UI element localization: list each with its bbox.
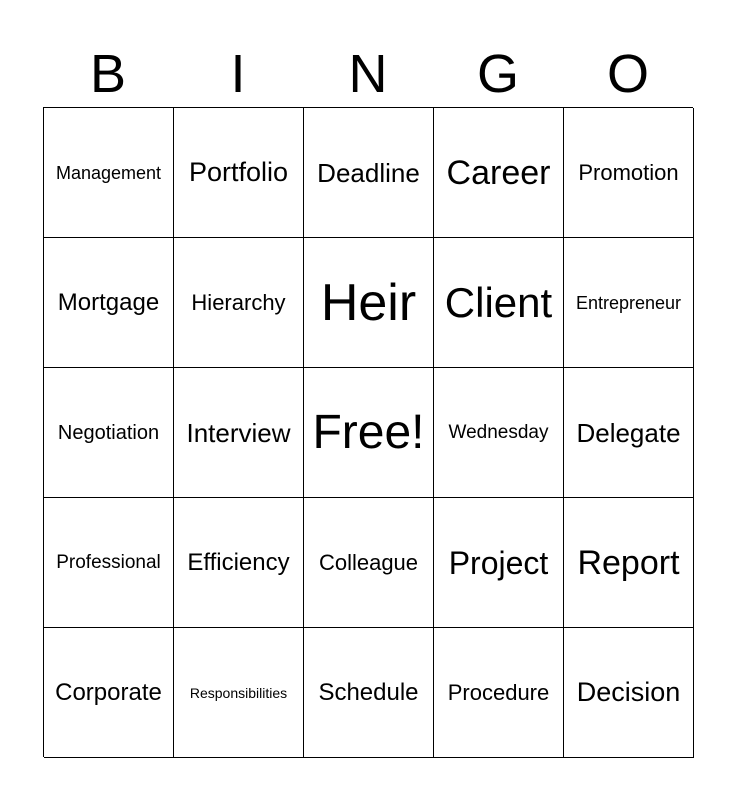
- bingo-cell: Promotion: [564, 108, 694, 238]
- bingo-cell: Procedure: [434, 628, 564, 758]
- bingo-cell: Professional: [44, 498, 174, 628]
- bingo-cell: Responsibilities: [174, 628, 304, 758]
- bingo-cell: Report: [564, 498, 694, 628]
- bingo-cell: Deadline: [304, 108, 434, 238]
- bingo-cell: Entrepreneur: [564, 238, 694, 368]
- bingo-cell: Negotiation: [44, 368, 174, 498]
- bingo-cell: Management: [44, 108, 174, 238]
- bingo-cell: Delegate: [564, 368, 694, 498]
- bingo-cell: Schedule: [304, 628, 434, 758]
- bingo-free-space: Free!: [304, 368, 434, 498]
- bingo-cell: Career: [434, 108, 564, 238]
- bingo-cell: Corporate: [44, 628, 174, 758]
- bingo-header: [43, 40, 693, 108]
- bingo-cell: Colleague: [304, 498, 434, 628]
- bingo-cell: Efficiency: [174, 498, 304, 628]
- bingo-cell: Decision: [564, 628, 694, 758]
- bingo-cell: Portfolio: [174, 108, 304, 238]
- bingo-board: [43, 107, 693, 757]
- bingo-cell: Mortgage: [44, 238, 174, 368]
- header-letter-o: O: [606, 44, 649, 104]
- header-letter-b: B: [89, 44, 127, 104]
- header-letter-g: G: [476, 44, 519, 104]
- bingo-cell: Interview: [174, 368, 304, 498]
- bingo-cell: Wednesday: [434, 368, 564, 498]
- bingo-cell: Project: [434, 498, 564, 628]
- bingo-cell: Client: [434, 238, 564, 368]
- bingo-cell: Hierarchy: [174, 238, 304, 368]
- bingo-cell: Heir: [304, 238, 434, 368]
- header-letter-n: N: [348, 44, 388, 104]
- header-letter-i: I: [230, 44, 246, 104]
